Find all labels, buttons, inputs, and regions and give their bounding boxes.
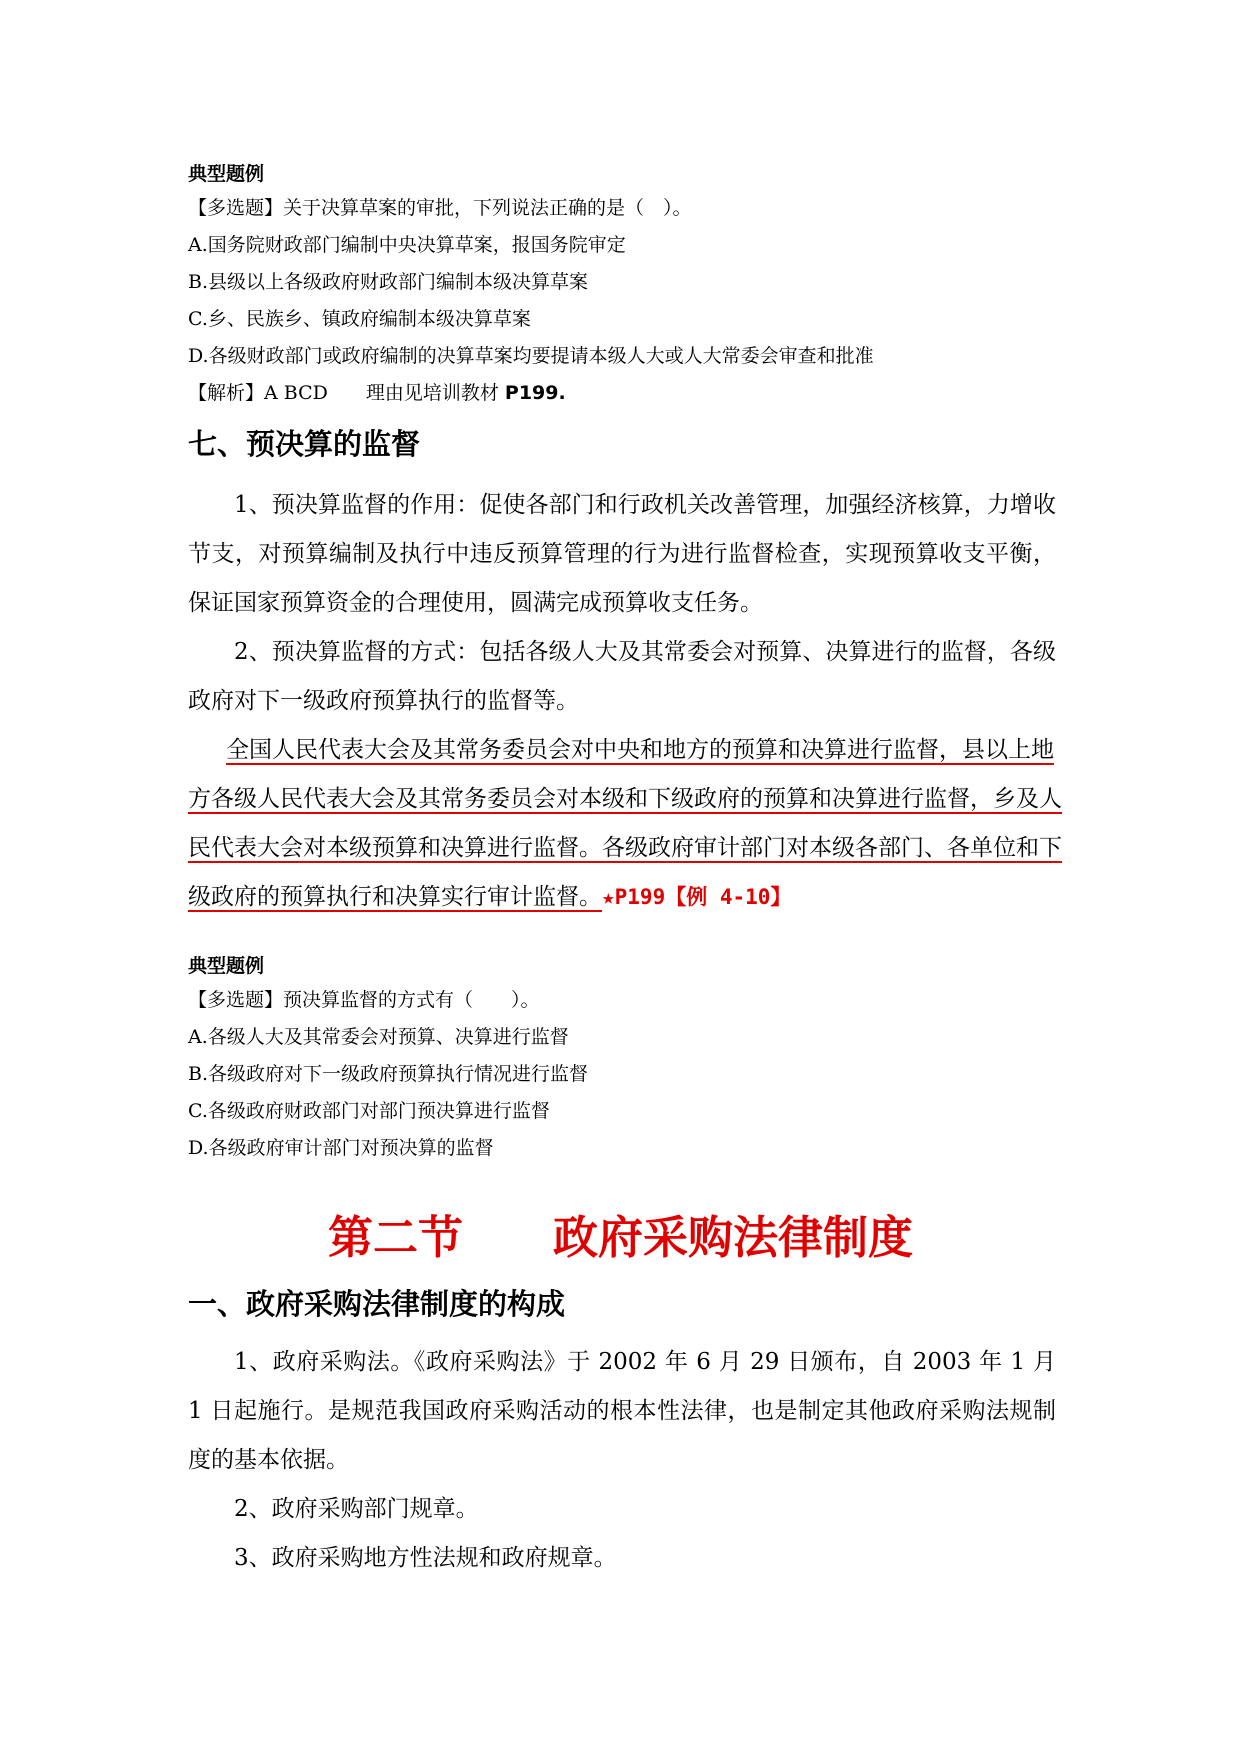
underlined-text: 全国人民代表大会及其常务委员会对中央和地方的预算和决算进行监督，县以上地方各级人民代表大会及其常务委员会对本级和下级政府的预算和决算进行监督，乡及人民代表大会对本级预算和决算进行监督。各级政府审计部门对本级各部门、各单位和下级政府的预算执行和决算实行审计监督。 — [188, 737, 1062, 910]
list-item: 2、政府采购部门规章。 — [234, 1496, 479, 1522]
analysis-reference: P199. — [504, 382, 566, 404]
option-b: B.各级政府对下一级政府预算执行情况进行监督 — [188, 1063, 589, 1085]
example-heading: 典型题例 — [188, 163, 265, 185]
list-item: 1、政府采购法。《政府采购法》于 2002 年 6 月 29 日颁布，自 2003 年 1 月 1 日起施行。是规范我国政府采购活动的根本性法律，也是制定其他政府采购法规制度的基本依据。 — [188, 1349, 1056, 1473]
option-c: C.乡、民族乡、镇政府编制本级决算草案 — [188, 308, 531, 330]
option-a: A.国务院财政部门编制中央决算草案，报国务院审定 — [188, 234, 626, 256]
section-heading-7: 七、预决算的监督 — [188, 427, 421, 461]
option-a: A.各级人大及其常委会对预算、决算进行监督 — [188, 1026, 569, 1048]
option-c: C.各级政府财政部门对部门预决算进行监督 — [188, 1100, 550, 1122]
section-title: 第二节 政府采购法律制度 — [327, 1211, 913, 1264]
section-heading-1: 一、政府采购法律制度的构成 — [188, 1287, 566, 1321]
question-text: 【多选题】关于决算草案的审批，下列说法正确的是（ ）。 — [188, 197, 692, 219]
paragraph-methods: 2、预决算监督的方式：包括各级人大及其常委会对预算、决算进行的监督，各级政府对下一级政府预算执行的监督等。 — [188, 639, 1056, 714]
analysis-line — [188, 380, 566, 406]
option-d: D.各级政府审计部门对预决算的监督 — [188, 1137, 494, 1159]
list-item: 3、政府采购地方性法规和政府规章。 — [234, 1545, 617, 1571]
underlined-paragraph — [188, 726, 1068, 922]
question-text: 【多选题】预决算监督的方式有（ ）。 — [188, 989, 540, 1011]
analysis-text: 【解析】A BCD 理由见培训教材 — [188, 382, 505, 404]
option-d: D.各级财政部门或政府编制的决算草案均要提请本级人大或人大常委会审查和批准 — [188, 345, 874, 367]
option-b: B.县级以上各级政府财政部门编制本级决算草案 — [188, 271, 589, 293]
example-heading: 典型题例 — [188, 955, 265, 977]
textbook-reference: ★P199【例 4-10】 — [602, 885, 792, 909]
paragraph-role: 1、预决算监督的作用：促使各部门和行政机关改善管理，加强经济核算，力增收节支，对预算编制及执行中违反预算管理的行为进行监督检查，实现预算收支平衡，保证国家预算资金的合理使用，圆满完成预算收支任务。 — [188, 492, 1056, 616]
